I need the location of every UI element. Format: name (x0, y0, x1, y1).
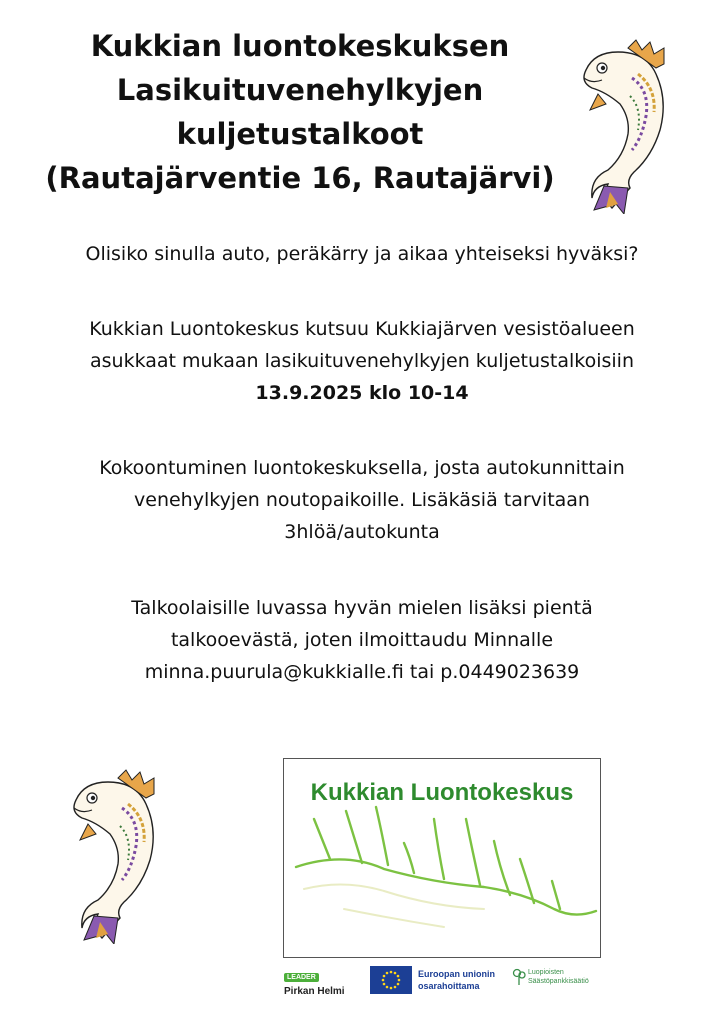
nature-center-name: Kukkian Luontokeskus (310, 779, 574, 806)
foundation-text (528, 968, 589, 986)
title-line-3: kuljetustalkoot (176, 117, 424, 151)
leader-logo (284, 966, 345, 997)
eu-flag-icon (370, 966, 412, 994)
poster-title (20, 24, 580, 200)
sponsor-logos (284, 962, 604, 1002)
meeting-paragraph (0, 452, 724, 548)
event-date: 13.9.2025 klo 10-14 (255, 382, 469, 404)
contact-line-2: talkooevästä, joten ilmoittaudu Minnalle (170, 629, 554, 651)
invitation-line-1: Kukkian Luontokeskus kutsuu Kukkiajärven vesistöalueen (89, 318, 635, 340)
fish-illustration-icon (572, 38, 684, 214)
invitation-paragraph (0, 313, 724, 409)
leader-tag: LEADER (284, 973, 319, 982)
nature-center-logo (283, 758, 601, 958)
fish-illustration-icon (62, 768, 174, 944)
contact-paragraph (0, 592, 724, 688)
contact-line-3[interactable]: minna.puurula@kukkialle.fi tai p.0449023639 (144, 661, 580, 683)
foundation-line-2: Säästöpankkisäätiö (528, 978, 589, 985)
meeting-line-1: Kokoontuminen luontokeskuksella, josta autokunnittain (99, 457, 625, 479)
eu-line-2: osarahoittama (418, 981, 480, 991)
savings-bank-foundation-logo (512, 968, 589, 991)
meeting-line-2: venehylkyjen noutopaikoille. Lisäkäsiä tarvitaan (134, 489, 590, 511)
title-line-1: Kukkian luontokeskuksen (90, 29, 510, 63)
leader-name: Pirkan Helmi (284, 986, 345, 997)
question-paragraph (0, 238, 724, 270)
eu-text (418, 968, 495, 992)
invitation-line-2: asukkaat mukaan lasikuituvenehylkyjen kuljetustalkoisiin (90, 350, 634, 372)
title-line-2: Lasikuituvenehylkyjen (116, 73, 484, 107)
foundation-leaf-icon (512, 968, 526, 986)
meeting-line-3: 3hlöä/autokunta (284, 521, 440, 543)
title-line-4: (Rautajärventie 16, Rautajärvi) (45, 161, 555, 195)
foundation-line-1: Luopioisten (528, 969, 564, 976)
eu-line-1: Euroopan unionin (418, 969, 495, 979)
question-text: Olisiko sinulla auto, peräkärry ja aikaa yhteiseksi hyväksi? (85, 243, 639, 265)
contact-line-1: Talkoolaisille luvassa hyvän mielen lisäksi pientä (131, 597, 593, 619)
